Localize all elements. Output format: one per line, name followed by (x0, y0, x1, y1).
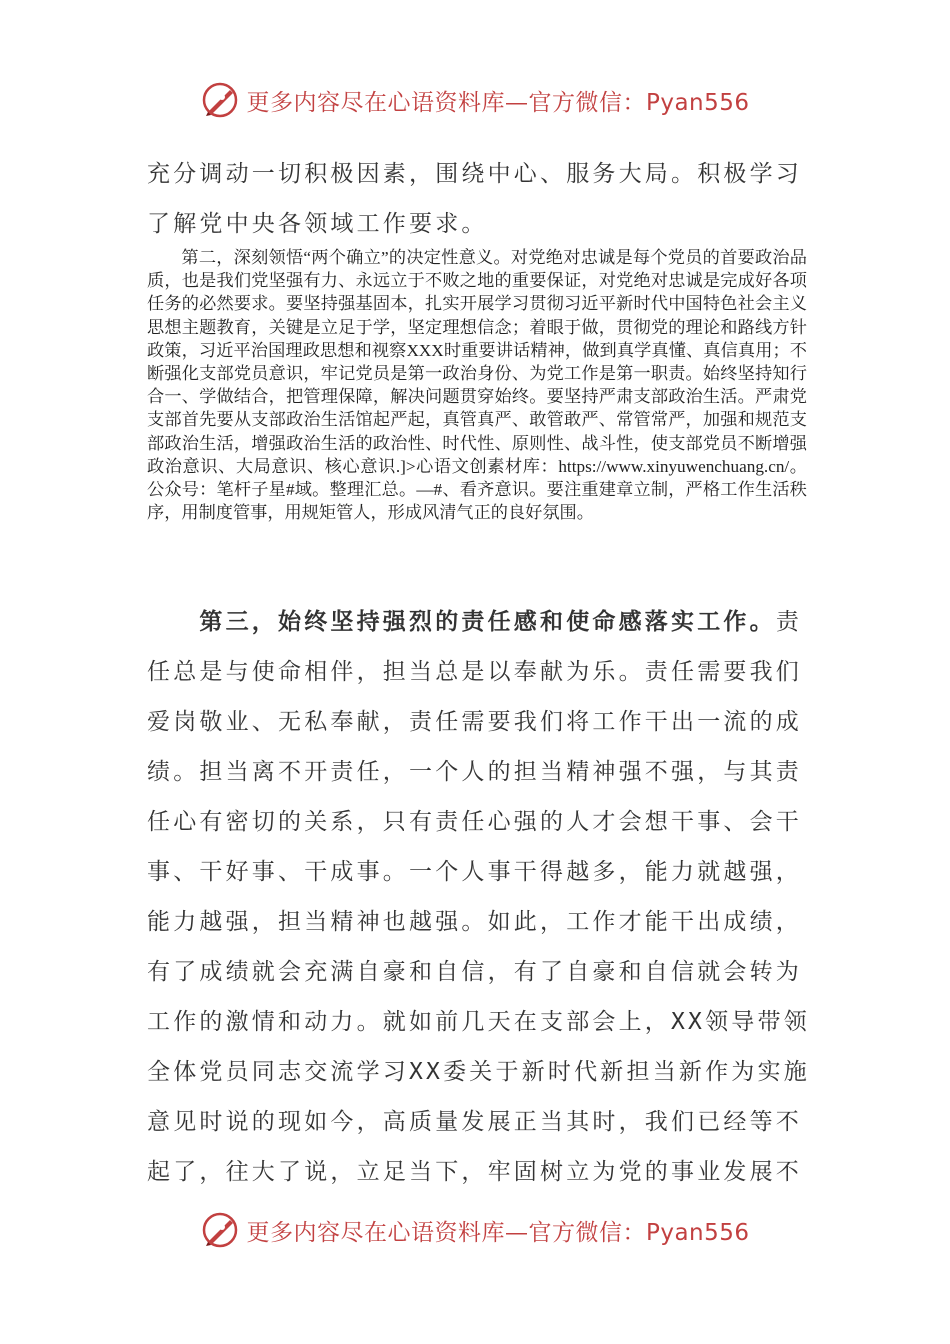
top-line-2: 了解党中央各领域工作要求。 (147, 211, 488, 237)
section-3-line: 事、干好事、干成事。一个人事干得越多，能力就越强， (147, 859, 802, 885)
banner-site: 更多内容尽在心语资料库 (246, 1219, 505, 1246)
section-3-line: 工作的激情和动力。就如前几天在支部会上，XX领导带领 (147, 1009, 810, 1035)
section-3-line: 爱岗敬业、无私奉献，责任需要我们将工作干出一流的成 (147, 709, 802, 735)
section-3-line: 任心有密切的关系，只有责任心强的人才会想干事、会干 (147, 809, 802, 835)
section-3-line: 起了，往大了说，立足当下，牢固树立为党的事业发展不 (147, 1159, 802, 1185)
banner-dash: — (504, 89, 529, 116)
banner-wechat-id: Pyan556 (645, 1219, 750, 1246)
banner-wechat-label: 官方微信： (528, 1219, 646, 1246)
pen-logo-icon (200, 1210, 240, 1250)
header-banner (0, 78, 950, 122)
banner-wechat-label: 官方微信： (528, 89, 646, 116)
section-3-heading: 第三，始终坚持强烈的责任感和使命感落实工作。 (199, 609, 776, 635)
section-3-line: 全体党员同志交流学习XX委关于新时代新担当新作为实施 (147, 1059, 810, 1085)
banner-site: 更多内容尽在心语资料库 (246, 89, 505, 116)
section-3-line: 有了成绩就会充满自豪和自信，有了自豪和自信就会转为 (147, 959, 802, 985)
banner-text (246, 84, 749, 117)
section-3-line: 意见时说的现如今，高质量发展正当其时，我们已经等不 (147, 1109, 802, 1135)
footer-banner (0, 1208, 950, 1252)
section-2-block (147, 246, 807, 524)
top-line-1: 充分调动一切积极因素，围绕中心、服务大局。积极学习 (147, 161, 802, 187)
section-3-first-line (147, 603, 802, 636)
pen-logo-icon (200, 80, 240, 120)
section-3-line: 绩。担当离不开责任，一个人的担当精神强不强，与其责 (147, 759, 802, 785)
banner-wechat-id: Pyan556 (645, 89, 750, 116)
section-3-line: 能力越强，担当精神也越强。如此，工作才能干出成绩， (147, 909, 802, 935)
banner-text (246, 1214, 749, 1247)
banner-dash: — (504, 1219, 529, 1246)
section-3-line: 任总是与使命相伴，担当总是以奉献为乐。责任需要我们 (147, 659, 802, 685)
section-2-paragraph: 第二，深刻领悟“两个确立”的决定性意义。对党绝对忠诚是每个党员的首要政治品质，也是我们党坚强有力、永远立于不败之地的重要保证，对党绝对忠诚是完成好各项任务的必然要求。要坚持强基固本，扎实开展学习贯彻习近平新时代中国特色社会主义思想主题教育，关键是立足于学，坚定理想信念；着眼于做，贯彻党的理论和路线方针政策，习近平治国理政思想和视察XXX时重要讲话精神，做到真学真懂、真信真用；不断强化支部党员意识，牢记党员是第一政治身份、为党工作是第一职责。始终坚持知行合一、学做结合，把管理保障，解决问题贯穿始终。要坚持严肃支部政治生活。严肃党支部首先要从支部政治生活馆起严起，真管真严、敢管敢严、常管常严，加强和规范支部政治生活，增强政治生活的政治性、时代性、原则性、战斗性，使支部党员不断增强政治意识、大局意识、核心意识.]>心语文创素材库：https://www.xinyuwenchuang.cn/。公众号：笔杆子星#域。整理汇总。—#、看齐意识。要注重建章立制，严格工作生活秩序，用制度管事，用规矩管人，形成风清气正的良好氛围。 (147, 248, 807, 523)
section-3-line-0: 责 (775, 609, 803, 635)
